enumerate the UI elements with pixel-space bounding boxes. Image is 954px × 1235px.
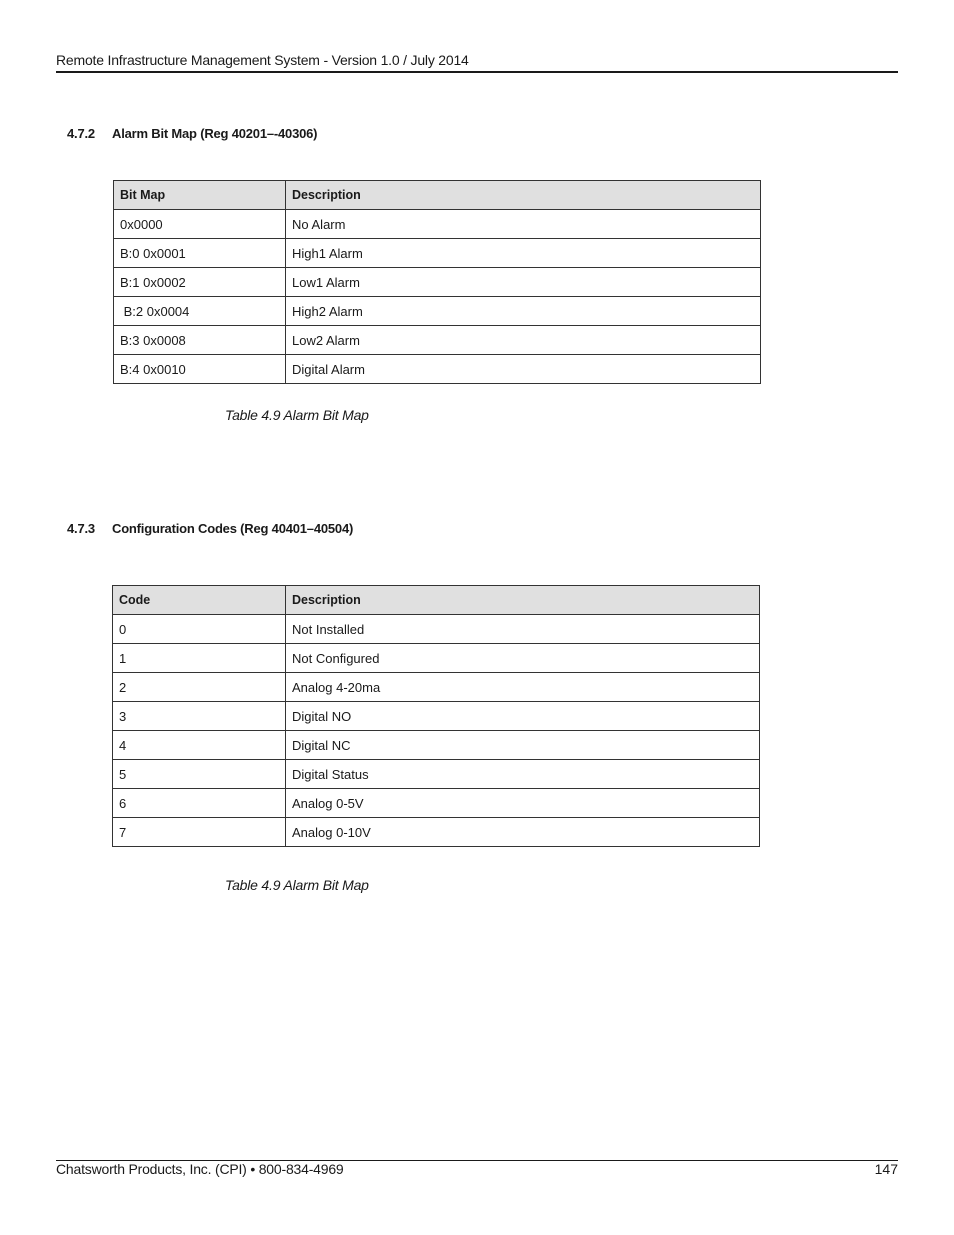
description-cell: Analog 0-5V (286, 789, 760, 818)
column-header: Description (286, 181, 761, 210)
table-row (113, 644, 760, 673)
bit-map-cell: B:2 0x0004 (114, 297, 286, 326)
page-number: 147 (874, 1161, 898, 1177)
bit-map-cell: B:0 0x0001 (114, 239, 286, 268)
section-title: Alarm Bit Map (Reg 40201–-40306) (112, 126, 318, 141)
table-header-row (114, 181, 761, 210)
table-row (113, 818, 760, 847)
bit-map-cell: B:1 0x0002 (114, 268, 286, 297)
code-cell: 7 (113, 818, 286, 847)
description-cell: Digital Alarm (286, 355, 761, 384)
alarm-bit-map-table (113, 180, 761, 384)
description-cell: Low1 Alarm (286, 268, 761, 297)
description-cell: Digital NO (286, 702, 760, 731)
bit-map-cell: B:3 0x0008 (114, 326, 286, 355)
configuration-codes-table (112, 585, 760, 847)
description-cell: Analog 4-20ma (286, 673, 760, 702)
table-row (113, 789, 760, 818)
table-header-row (113, 586, 760, 615)
table-row (114, 210, 761, 239)
description-cell: No Alarm (286, 210, 761, 239)
description-cell: Not Configured (286, 644, 760, 673)
table-row (114, 326, 761, 355)
code-cell: 4 (113, 731, 286, 760)
section-heading-alarm-bit-map (67, 126, 317, 141)
column-header: Bit Map (114, 181, 286, 210)
description-cell: Digital NC (286, 731, 760, 760)
code-cell: 5 (113, 760, 286, 789)
bit-map-cell: 0x0000 (114, 210, 286, 239)
description-cell: Low2 Alarm (286, 326, 761, 355)
table-row (113, 615, 760, 644)
table-row (113, 673, 760, 702)
bit-map-cell: B:4 0x0010 (114, 355, 286, 384)
section-title: Configuration Codes (Reg 40401–40504) (112, 521, 354, 536)
column-header: Code (113, 586, 286, 615)
code-cell: 2 (113, 673, 286, 702)
footer-company: Chatsworth Products, Inc. (CPI) • 800-834-4969 (56, 1161, 344, 1177)
table-row (113, 702, 760, 731)
table-row (113, 731, 760, 760)
description-cell: Analog 0-10V (286, 818, 760, 847)
section-heading-configuration-codes (67, 521, 353, 536)
section-number: 4.7.3 (67, 521, 95, 536)
table-caption: Table 4.9 Alarm Bit Map (225, 877, 369, 893)
code-cell: 0 (113, 615, 286, 644)
header-rule (56, 71, 898, 73)
column-header: Description (286, 586, 760, 615)
table-caption: Table 4.9 Alarm Bit Map (225, 407, 369, 423)
table-row (114, 239, 761, 268)
description-cell: Digital Status (286, 760, 760, 789)
code-cell: 1 (113, 644, 286, 673)
code-cell: 3 (113, 702, 286, 731)
description-cell: Not Installed (286, 615, 760, 644)
section-number: 4.7.2 (67, 126, 95, 141)
code-cell: 6 (113, 789, 286, 818)
table-row (114, 297, 761, 326)
table-row (114, 355, 761, 384)
description-cell: High2 Alarm (286, 297, 761, 326)
running-header: Remote Infrastructure Management System - Version 1.0 / July 2014 (56, 52, 469, 68)
table-row (114, 268, 761, 297)
description-cell: High1 Alarm (286, 239, 761, 268)
table-row (113, 760, 760, 789)
